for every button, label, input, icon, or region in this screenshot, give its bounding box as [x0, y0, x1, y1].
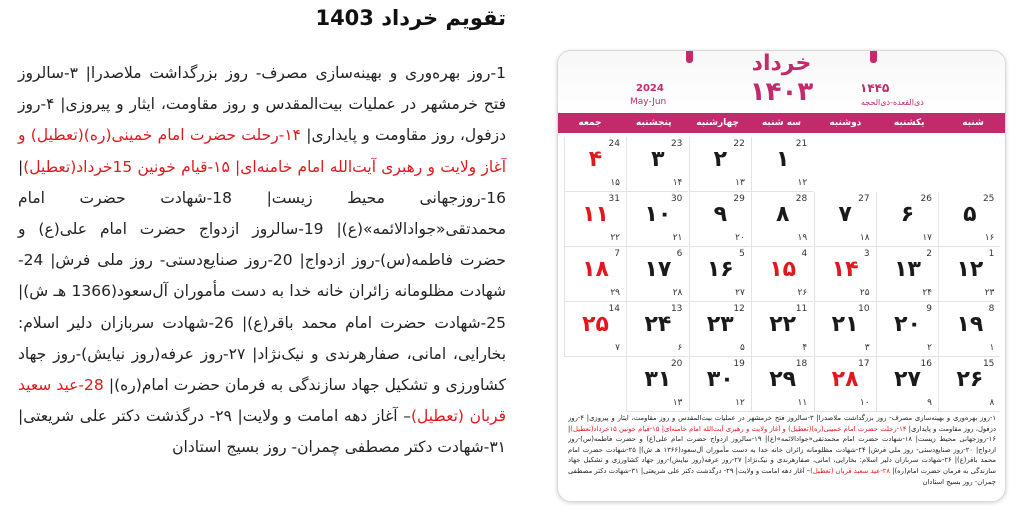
day-cell[interactable] — [938, 192, 1000, 247]
persian-day-number: ۲۱ — [831, 312, 859, 337]
hijri-date: ۲۷ — [735, 288, 745, 298]
calendar-header — [558, 51, 1005, 113]
day-cell[interactable] — [564, 192, 626, 247]
gregorian-date: 5 — [739, 249, 745, 259]
persian-day-number: ۸ — [775, 202, 790, 227]
calendar-card — [557, 50, 1006, 502]
persian-day-number: ۲۰ — [894, 312, 921, 337]
day-cell[interactable] — [689, 192, 751, 247]
persian-day-number: ۶ — [900, 202, 915, 227]
hijri-date: ۱۳ — [672, 398, 683, 408]
hijri-date: ۱۹ — [797, 233, 808, 243]
article-body — [18, 58, 506, 464]
day-cell[interactable] — [876, 247, 938, 302]
hijri-date: ۲۱ — [672, 233, 683, 243]
weekday-label: پنجشنبه — [636, 118, 672, 128]
hijri-date: ۱۴ — [672, 178, 683, 188]
day-cell[interactable] — [564, 302, 626, 357]
persian-day-number: ۱۹ — [956, 312, 984, 337]
gregorian-date: 9 — [926, 304, 932, 314]
hijri-date: ۲۹ — [610, 288, 620, 298]
persian-day-number: ۲۸ — [831, 367, 859, 392]
gregorian-date: 13 — [670, 304, 683, 314]
calendar-grid — [564, 137, 1001, 412]
persian-day-number: ۲۶ — [956, 367, 984, 392]
event-text: ۱-روز بهره‌وری و بهینه‌سازی مصرف- روز بزرگداشت ملاصدرا| ۳-سالروز فتح خرمشهر در عملیات بیت‌المقدس و روز مقاومت، ایثار و پیروزی| ۴-روز دزفول، روز مقاومت و پایداری| — [568, 414, 996, 433]
persian-day-number: ۵ — [963, 202, 977, 227]
day-cell[interactable] — [689, 357, 751, 412]
hijri-date: ۲ — [927, 343, 932, 353]
holiday-text: ۱۴-رحلت حضرت امام خمینی(ره)(تعطیل) و آغاز ولایت و رهبری آیت‌الله امام خامنه‌ای| ۱۵-قیام خونین ۱۵خرداد(تعطیل) — [570, 424, 907, 433]
persian-day-number: ۱ — [775, 147, 790, 172]
persian-day-number: ۲۷ — [894, 367, 921, 392]
hijri-date: ۲۴ — [922, 288, 932, 298]
calendar-events — [568, 413, 996, 497]
holiday-text: 28-عید سعید قربان (تعطیل) — [18, 376, 506, 426]
weekday-label: جمعه — [578, 118, 602, 128]
persian-day-number: ۱۳ — [894, 257, 921, 282]
day-cell[interactable] — [751, 137, 813, 192]
persian-day-number: ۱۱ — [582, 202, 609, 227]
gregorian-months: May-Jun — [630, 97, 667, 107]
persian-day-number: ۳۰ — [706, 367, 734, 392]
hijri-date: ۱۲ — [797, 178, 808, 188]
persian-day-number: ۱۷ — [644, 257, 672, 282]
gregorian-date: 26 — [920, 194, 932, 204]
gregorian-date: 28 — [795, 194, 808, 204]
persian-day-number: ۳ — [651, 147, 665, 172]
gregorian-date: 21 — [795, 139, 808, 149]
hijri-date: ۱۲ — [735, 398, 745, 408]
day-cell[interactable] — [689, 137, 751, 192]
persian-day-number: ۷ — [838, 202, 852, 227]
persian-day-number: ۱۶ — [706, 257, 734, 282]
day-cell[interactable] — [814, 357, 876, 412]
gregorian-date: 24 — [608, 139, 620, 149]
gregorian-date: 4 — [801, 249, 808, 259]
persian-day-number: ۱۸ — [582, 257, 609, 282]
day-cell[interactable] — [626, 137, 688, 192]
hijri-date: ۲۳ — [984, 288, 995, 298]
holiday-text: ۲۸-عید سعید قربان (تعطیل) — [810, 466, 890, 475]
weekday-label: چهارشنبه — [696, 118, 739, 128]
hijri-months: ذی‌القعده-ذی‌الحجه — [861, 98, 924, 107]
gregorian-date: 27 — [858, 194, 870, 204]
persian-day-number: ۳۱ — [644, 367, 672, 392]
hijri-date: ۱۳ — [735, 178, 745, 188]
gregorian-date: 8 — [988, 304, 995, 314]
persian-day-number: ۲ — [713, 147, 728, 172]
weekday-bar — [558, 113, 1005, 133]
gregorian-date: 12 — [733, 304, 745, 314]
hijri-date: ۴ — [802, 343, 808, 353]
hijri-date: ۲۸ — [672, 288, 683, 298]
day-cell[interactable] — [751, 302, 813, 357]
day-cell[interactable] — [626, 302, 688, 357]
gregorian-date: 3 — [863, 249, 870, 259]
hijri-year: ۱۴۴۵ — [860, 81, 890, 95]
gregorian-date: 29 — [733, 194, 745, 204]
day-cell[interactable] — [564, 137, 626, 192]
day-cell[interactable] — [626, 247, 688, 302]
hijri-date: ۷ — [615, 343, 620, 353]
hijri-date: ۱۱ — [797, 398, 808, 408]
day-cell[interactable] — [876, 357, 938, 412]
hijri-date: ۹ — [927, 398, 932, 408]
persian-day-number: ۱۰ — [644, 202, 672, 227]
persian-day-number: ۲۲ — [769, 312, 797, 337]
hijri-date: ۵ — [739, 343, 745, 353]
persian-day-number: ۲۵ — [582, 312, 609, 337]
day-cell[interactable] — [564, 247, 626, 302]
day-cell[interactable] — [751, 192, 813, 247]
gregorian-date: 6 — [676, 249, 683, 259]
persian-day-number: ۲۹ — [769, 367, 797, 392]
gregorian-date: 1 — [988, 249, 995, 259]
day-cell[interactable] — [814, 192, 876, 247]
holiday-text: ۱۴-رحلت حضرت امام خمینی(ره)(تعطیل) و آغاز ولایت و رهبری آیت‌الله امام خامنه‌ای| ۱۵-قیام خونین 15خرداد(تعطیل) — [18, 126, 507, 176]
day-cell[interactable] — [938, 357, 1000, 412]
hijri-date: ۱ — [989, 343, 995, 353]
gregorian-date: 20 — [670, 359, 683, 369]
event-text: | ۱۶-روزجهانی محیط زیست| ۱۸-شهادت حضرت امام محمدتقی«جوادالائمه»(ع)| ۱۹-سالروز ازدواج حضرت امام علی(ع) و حضرت فاطمه(س)-روز ازدواج| ۲۰-روز صنایع‌دستی- روز ملی فرش| ۲۴-شهادت مظلومانه زائران خانه خدا به دست مأموران آل‌سعود(۱۳۶۶ هـ ش)| ۲۵-شهادت حضرت امام محمد باقر(ع)| ۲۶-شهادت سربازان دلیر اسلام: بخارایی، امانی، صفارهرندی و نیک‌نژاد| ۲۷-روز عرفه(روز نیایش)-روز جهاد کشاورزی و تشکیل جهاد سازندگی به فرمان حضرت امام(ره)| — [568, 424, 996, 475]
gregorian-year: 2024 — [636, 83, 664, 94]
day-cell[interactable] — [876, 192, 938, 247]
persian-day-number: ۹ — [713, 202, 728, 227]
gregorian-date: 22 — [733, 139, 745, 149]
gregorian-date: 16 — [920, 359, 932, 369]
day-cell[interactable] — [626, 192, 688, 247]
gregorian-date: 7 — [614, 249, 620, 259]
page-title: تقویم خرداد 1403 — [315, 6, 506, 30]
day-cell[interactable] — [876, 302, 938, 357]
gregorian-date: 14 — [608, 304, 620, 314]
hijri-date: ۲۶ — [797, 288, 808, 298]
persian-year: ۱۴۰۳ — [749, 77, 814, 107]
hijri-date: ۱۸ — [859, 233, 870, 243]
gregorian-date: 10 — [858, 304, 870, 314]
hijri-date: ۱۶ — [984, 233, 995, 243]
event-text: – آغاز دهه امامت و ولایت| ۲۹- درگذشت دکتر علی شریعتی| ۳۱-شهادت دکتر مصطفی چمران- روز بسیج استادان — [568, 466, 996, 486]
day-cell[interactable] — [938, 302, 1000, 357]
gregorian-date: 30 — [670, 194, 683, 204]
gregorian-date: 25 — [982, 194, 995, 204]
weekday-label: دوشنبه — [829, 118, 862, 128]
gregorian-date: 17 — [858, 359, 870, 369]
persian-day-number: ۱۴ — [831, 257, 859, 282]
weekday-label: یکشنبه — [893, 118, 925, 128]
hijri-date: ۳ — [864, 343, 870, 353]
hijri-date: ۱۰ — [859, 398, 870, 408]
day-cell[interactable] — [689, 302, 751, 357]
weekday-label: شنبه — [962, 118, 984, 128]
gregorian-date: 19 — [733, 359, 745, 369]
hijri-date: ۱۵ — [610, 178, 620, 188]
day-cell[interactable] — [626, 357, 688, 412]
gregorian-date: 15 — [982, 359, 995, 369]
weekday-label: سه شنبه — [761, 118, 802, 128]
hijri-date: ۲۲ — [610, 233, 620, 243]
day-cell[interactable] — [938, 247, 1000, 302]
gregorian-date: 23 — [670, 139, 683, 149]
hijri-date: ۲۰ — [735, 233, 745, 243]
event-text: | 16-روزجهانی محیط زیست| 18-شهادت حضرت امام محمدتقی«جوادالائمه»(ع)| 19-سالروز ازدواج حضرت امام علی(ع) و حضرت فاطمه(س)-روز ازدواج| 20-روز صنایع‌دستی- روز ملی فرش| 24-شهادت مظلومانه زائران خانه خدا به دست مأموران آل‌سعود(1366 هـ ش)| 25-شهادت حضرت امام محمد باقر(ع)| 26-شهادت سربازان دلیر اسلام: بخارایی، امانی، صفارهرندی و نیک‌نژاد| ۲۷-روز عرفه(روز نیایش)-روز جهاد کشاورزی و تشکیل جهاد سازندگی به فرمان حضرت امام(ره)| — [18, 157, 507, 395]
persian-day-number: ۱۲ — [956, 257, 984, 282]
month-name: خرداد — [751, 51, 812, 76]
day-cell[interactable] — [689, 247, 751, 302]
gregorian-date: 2 — [926, 249, 932, 259]
day-cell[interactable] — [814, 247, 876, 302]
hijri-date: ۱۷ — [922, 233, 932, 243]
hijri-date: ۲۵ — [859, 288, 870, 298]
hijri-date: ۶ — [677, 343, 683, 353]
day-cell[interactable] — [751, 247, 813, 302]
gregorian-date: 31 — [608, 194, 620, 204]
day-cell[interactable] — [814, 302, 876, 357]
gregorian-date: 18 — [795, 359, 808, 369]
event-text: – آغاز دهه امامت و ولایت| ۲۹- درگذشت دکتر علی شریعتی| ۳۱-شهادت دکتر مصطفی چمران- روز بسیج استادان — [18, 407, 506, 457]
persian-day-number: ۲۳ — [706, 312, 734, 337]
persian-day-number: ۴ — [588, 147, 603, 172]
event-text: 1-روز بهره‌وری و بهینه‌سازی مصرف- روز بزرگداشت ملاصدرا| ۳-سالروز فتح خرمشهر در عملیات بیت‌المقدس و روز مقاومت، ایثار و پیروزی| ۴-روز دزفول، روز مقاومت و پایداری| — [18, 64, 506, 145]
persian-day-number: ۲۴ — [644, 312, 672, 337]
hijri-date: ۸ — [989, 398, 995, 408]
persian-day-number: ۱۵ — [769, 257, 797, 282]
day-cell[interactable] — [751, 357, 813, 412]
gregorian-date: 11 — [795, 304, 808, 314]
